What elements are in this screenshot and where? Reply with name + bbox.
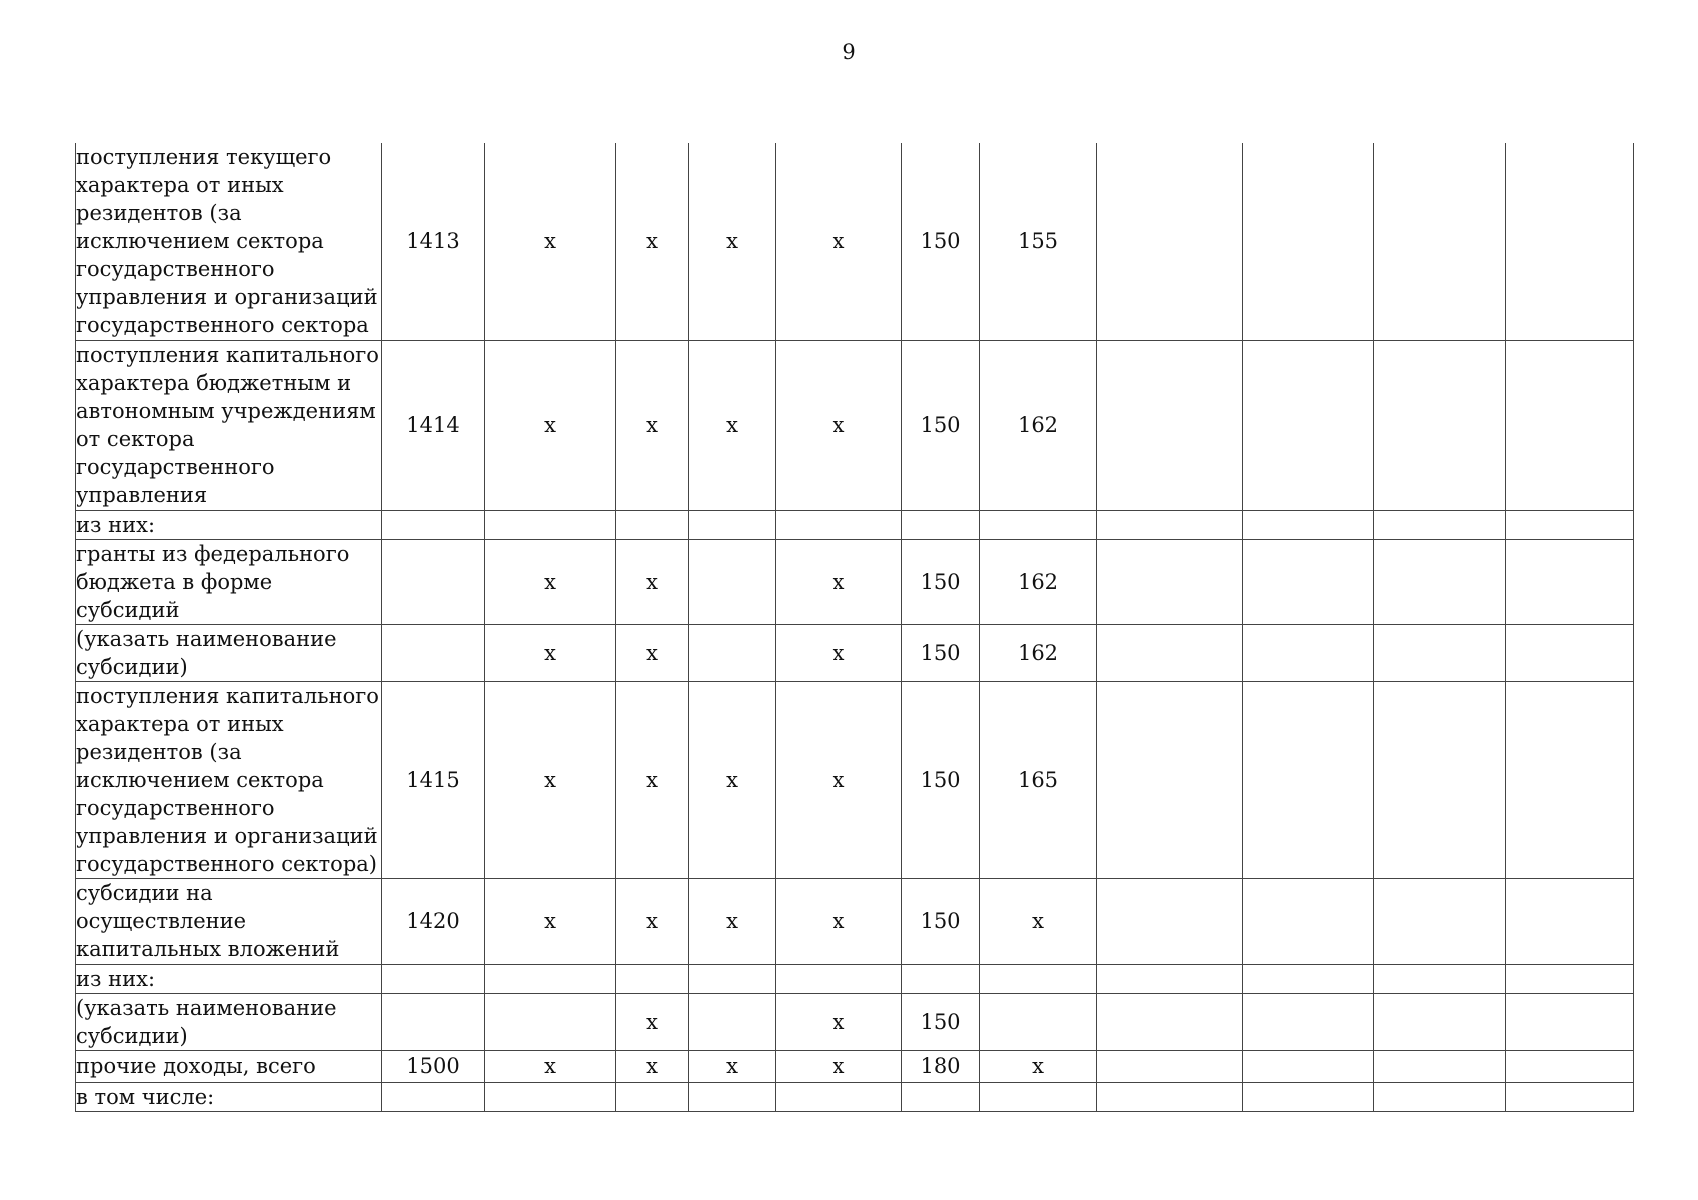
table-cell: [1374, 964, 1506, 993]
table-cell: [1097, 340, 1243, 510]
row-label: гранты из федерального бюджета в форме субсидий: [76, 539, 382, 624]
table-cell: [689, 993, 776, 1050]
table-cell: [1243, 993, 1374, 1050]
table-cell: [1506, 993, 1634, 1050]
table-cell: [1506, 964, 1634, 993]
row-label: субсидии на осуществление капитальных вложений: [76, 878, 382, 964]
table-cell: [980, 510, 1097, 539]
table-cell: [1506, 539, 1634, 624]
table-cell: [1506, 681, 1634, 878]
table-cell: [1374, 624, 1506, 681]
table-cell: [485, 993, 616, 1050]
table-row: [76, 624, 1634, 681]
table-cell: 150: [902, 539, 980, 624]
table-cell: х: [485, 681, 616, 878]
table-cell: х: [980, 878, 1097, 964]
table-cell: х: [616, 624, 689, 681]
table-cell: [1374, 878, 1506, 964]
table-cell: [1374, 1050, 1506, 1082]
table-cell: [1506, 510, 1634, 539]
table-row: [76, 510, 1634, 539]
table-cell: х: [776, 624, 902, 681]
table-cell: [1243, 1050, 1374, 1082]
table-cell: х: [689, 681, 776, 878]
table-cell: [1374, 340, 1506, 510]
row-label: (указать наименование субсидии): [76, 993, 382, 1050]
table-cell: х: [485, 143, 616, 340]
table-cell: 162: [980, 624, 1097, 681]
table-cell: [1374, 993, 1506, 1050]
table-cell: 165: [980, 681, 1097, 878]
table-cell: х: [616, 143, 689, 340]
table-cell: [1097, 624, 1243, 681]
table-cell: [1097, 964, 1243, 993]
table-cell: 180: [902, 1050, 980, 1082]
table-cell: 150: [902, 993, 980, 1050]
table-cell: х: [776, 878, 902, 964]
table-cell: [776, 964, 902, 993]
table-cell: [776, 1082, 902, 1111]
table-cell: [980, 993, 1097, 1050]
table-cell: [689, 964, 776, 993]
table-cell: 162: [980, 539, 1097, 624]
table-cell: х: [616, 539, 689, 624]
table-cell: [1506, 1082, 1634, 1111]
table-cell: х: [776, 993, 902, 1050]
table-cell: 155: [980, 143, 1097, 340]
table-cell: [689, 510, 776, 539]
table-cell: [902, 510, 980, 539]
table-cell: х: [776, 340, 902, 510]
table-cell: [1097, 993, 1243, 1050]
row-label: (указать наименование субсидии): [76, 624, 382, 681]
table-cell: [980, 1082, 1097, 1111]
table-cell: [1097, 878, 1243, 964]
table-cell: х: [616, 878, 689, 964]
table-cell: [1374, 539, 1506, 624]
table-cell: х: [776, 1050, 902, 1082]
table-cell: [616, 964, 689, 993]
table-cell: [616, 1082, 689, 1111]
table-cell: [1243, 624, 1374, 681]
table-cell: [1374, 143, 1506, 340]
table-cell: х: [616, 340, 689, 510]
table-cell: х: [776, 681, 902, 878]
table-cell: х: [616, 681, 689, 878]
table-cell: [1506, 624, 1634, 681]
table-row: [76, 143, 1634, 340]
table-row: [76, 340, 1634, 510]
table-cell: [1097, 1050, 1243, 1082]
row-section-label: в том числе:: [76, 1082, 382, 1111]
table-cell: [1097, 539, 1243, 624]
row-code-cell: 1414: [382, 340, 485, 510]
table-row: [76, 1082, 1634, 1111]
table-cell: 150: [902, 878, 980, 964]
row-section-label: из них:: [76, 964, 382, 993]
page-number: 9: [842, 40, 856, 64]
table-cell: [1097, 681, 1243, 878]
table-cell: [1243, 539, 1374, 624]
table-cell: х: [616, 993, 689, 1050]
table-row: [76, 1050, 1634, 1082]
row-label: прочие доходы, всего: [76, 1050, 382, 1082]
row-code-cell: [382, 1082, 485, 1111]
table-cell: х: [485, 1050, 616, 1082]
table-cell: [1506, 340, 1634, 510]
table-cell: х: [776, 143, 902, 340]
table-cell: [1374, 510, 1506, 539]
table-cell: [485, 510, 616, 539]
row-code-cell: 1415: [382, 681, 485, 878]
table-row: [76, 539, 1634, 624]
table-cell: [902, 1082, 980, 1111]
row-code-cell: 1413: [382, 143, 485, 340]
table-row: [76, 964, 1634, 993]
table-cell: х: [689, 1050, 776, 1082]
table-cell: [1097, 510, 1243, 539]
table-cell: [485, 1082, 616, 1111]
table-cell: х: [485, 340, 616, 510]
table-cell: [689, 1082, 776, 1111]
income-table: [75, 143, 1634, 1112]
table-cell: [1506, 1050, 1634, 1082]
table-cell: [616, 510, 689, 539]
table-cell: [1097, 143, 1243, 340]
row-code-cell: [382, 993, 485, 1050]
row-label: поступления текущего характера от иных резидентов (за исключением сектора государственного управления и организаций государственного сектора: [76, 143, 382, 340]
table-row: [76, 878, 1634, 964]
table-cell: х: [485, 624, 616, 681]
table-cell: [1506, 878, 1634, 964]
table-cell: х: [616, 1050, 689, 1082]
row-code-cell: 1420: [382, 878, 485, 964]
row-section-label: из них:: [76, 510, 382, 539]
table-cell: [1243, 143, 1374, 340]
table-cell: [776, 510, 902, 539]
table-row: [76, 681, 1634, 878]
table-cell: 150: [902, 143, 980, 340]
table-cell: [1243, 340, 1374, 510]
row-code-cell: [382, 539, 485, 624]
table-cell: [902, 964, 980, 993]
table-cell: 150: [902, 340, 980, 510]
table-cell: [1243, 878, 1374, 964]
table-cell: х: [485, 539, 616, 624]
table-cell: [1097, 1082, 1243, 1111]
table-cell: х: [689, 340, 776, 510]
table-body: [76, 143, 1634, 1111]
table-cell: [1243, 681, 1374, 878]
table-cell: 150: [902, 681, 980, 878]
table-cell: х: [689, 143, 776, 340]
table-cell: [1243, 1082, 1374, 1111]
row-label: поступления капитального характера бюджетным и автономным учреждениям от сектора государственного управления: [76, 340, 382, 510]
table-cell: [980, 964, 1097, 993]
table-cell: х: [689, 878, 776, 964]
row-code-cell: [382, 624, 485, 681]
row-code-cell: [382, 510, 485, 539]
row-code-cell: [382, 964, 485, 993]
table-cell: 150: [902, 624, 980, 681]
table-row: [76, 993, 1634, 1050]
table-cell: [485, 964, 616, 993]
table-cell: [689, 624, 776, 681]
row-code-cell: 1500: [382, 1050, 485, 1082]
table-cell: х: [485, 878, 616, 964]
table-cell: [1243, 510, 1374, 539]
table-cell: 162: [980, 340, 1097, 510]
table-cell: [1506, 143, 1634, 340]
table-cell: х: [776, 539, 902, 624]
table-cell: [1374, 681, 1506, 878]
table-cell: [1374, 1082, 1506, 1111]
row-label: поступления капитального характера от иных резидентов (за исключением сектора государственного управления и организаций государственного сектора): [76, 681, 382, 878]
table-cell: [1243, 964, 1374, 993]
table-cell: х: [980, 1050, 1097, 1082]
table-cell: [689, 539, 776, 624]
